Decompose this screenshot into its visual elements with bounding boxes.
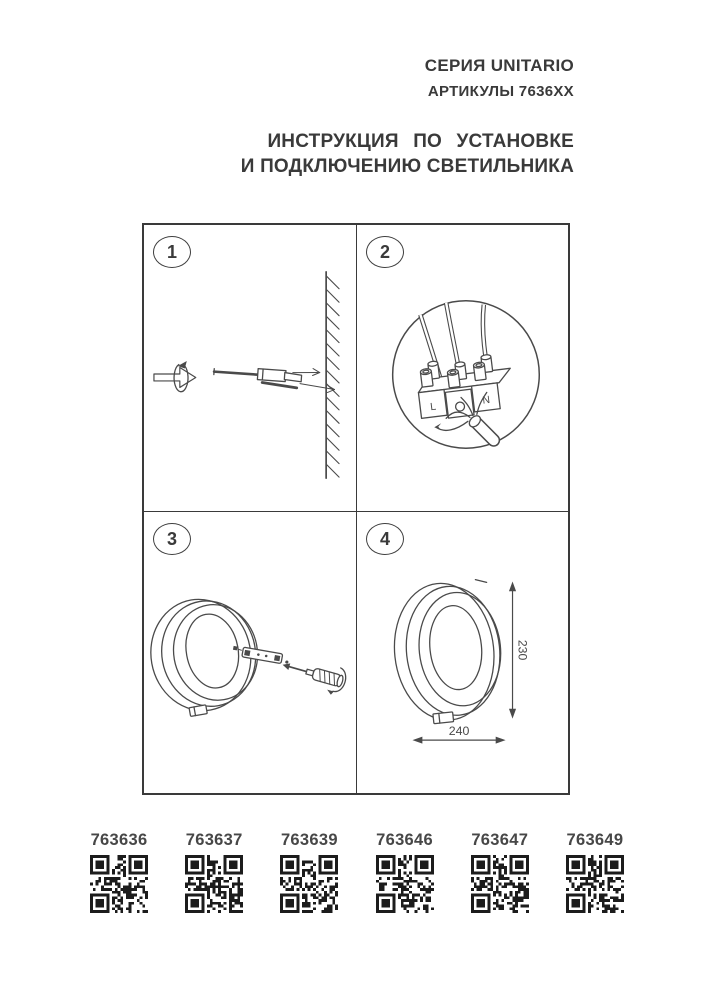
article-number: 763636 [90,831,148,849]
width-dimension [412,724,505,743]
wall-drawing [326,272,339,478]
step-panel-2 [357,225,568,512]
article-qr-item [564,831,626,913]
article-qr-item [374,831,436,913]
qr-code [471,855,529,913]
terminal-label-neutral: N [481,394,491,407]
step-4-number-badge [366,523,404,555]
article-number: 763639 [280,831,338,849]
terminal-block [415,352,515,421]
series-title: СЕРИЯ UNITARIO [424,56,574,75]
anchor-screw-drawing [213,362,336,393]
instruction-title [241,129,574,179]
step-2-illustration [357,225,568,511]
step-number: 3 [166,528,177,549]
steps-grid [142,223,570,795]
rotate-and-push-arrow [154,361,196,392]
step-panel-4 [357,512,568,793]
article-number: 763646 [376,831,433,849]
height-dimension [509,582,530,719]
qr-code [566,855,624,913]
step-number: 1 [166,241,177,262]
step-panel-1 [144,225,357,512]
step-3-number-badge [153,523,191,555]
qr-code [280,855,338,913]
article-qr-item [278,831,340,913]
step-1-number-badge [153,236,191,268]
step-1-illustration [144,225,356,511]
step-panel-3 [144,512,357,793]
screwdriver [278,653,348,698]
step-number: 4 [379,528,390,549]
qr-code [185,855,243,913]
width-dimension-label: 240 [448,724,470,739]
step-number: 2 [379,241,390,262]
article-number: 763647 [471,831,529,849]
article-number: 763649 [566,831,624,849]
article-qr-item [88,831,150,913]
instruction-title-line2: И ПОДКЛЮЧЕНИЮ СВЕТИЛЬНИКА [240,156,574,177]
qr-code [90,855,148,913]
ring-lamp [388,578,508,727]
height-dimension-label: 230 [515,639,530,661]
terminal-label-live: L [429,401,437,414]
article-qr-row [88,831,626,913]
articles-subtitle: АРТИКУЛЫ 7636XX [427,83,574,100]
article-number: 763637 [185,831,243,849]
header [241,56,574,179]
article-qr-item [469,831,531,913]
step-2-number-badge [366,236,404,268]
instruction-title-line1: ИНСТРУКЦИЯ ПО УСТАНОВКЕ [267,131,574,152]
qr-code [376,855,434,913]
article-qr-item [183,831,245,913]
